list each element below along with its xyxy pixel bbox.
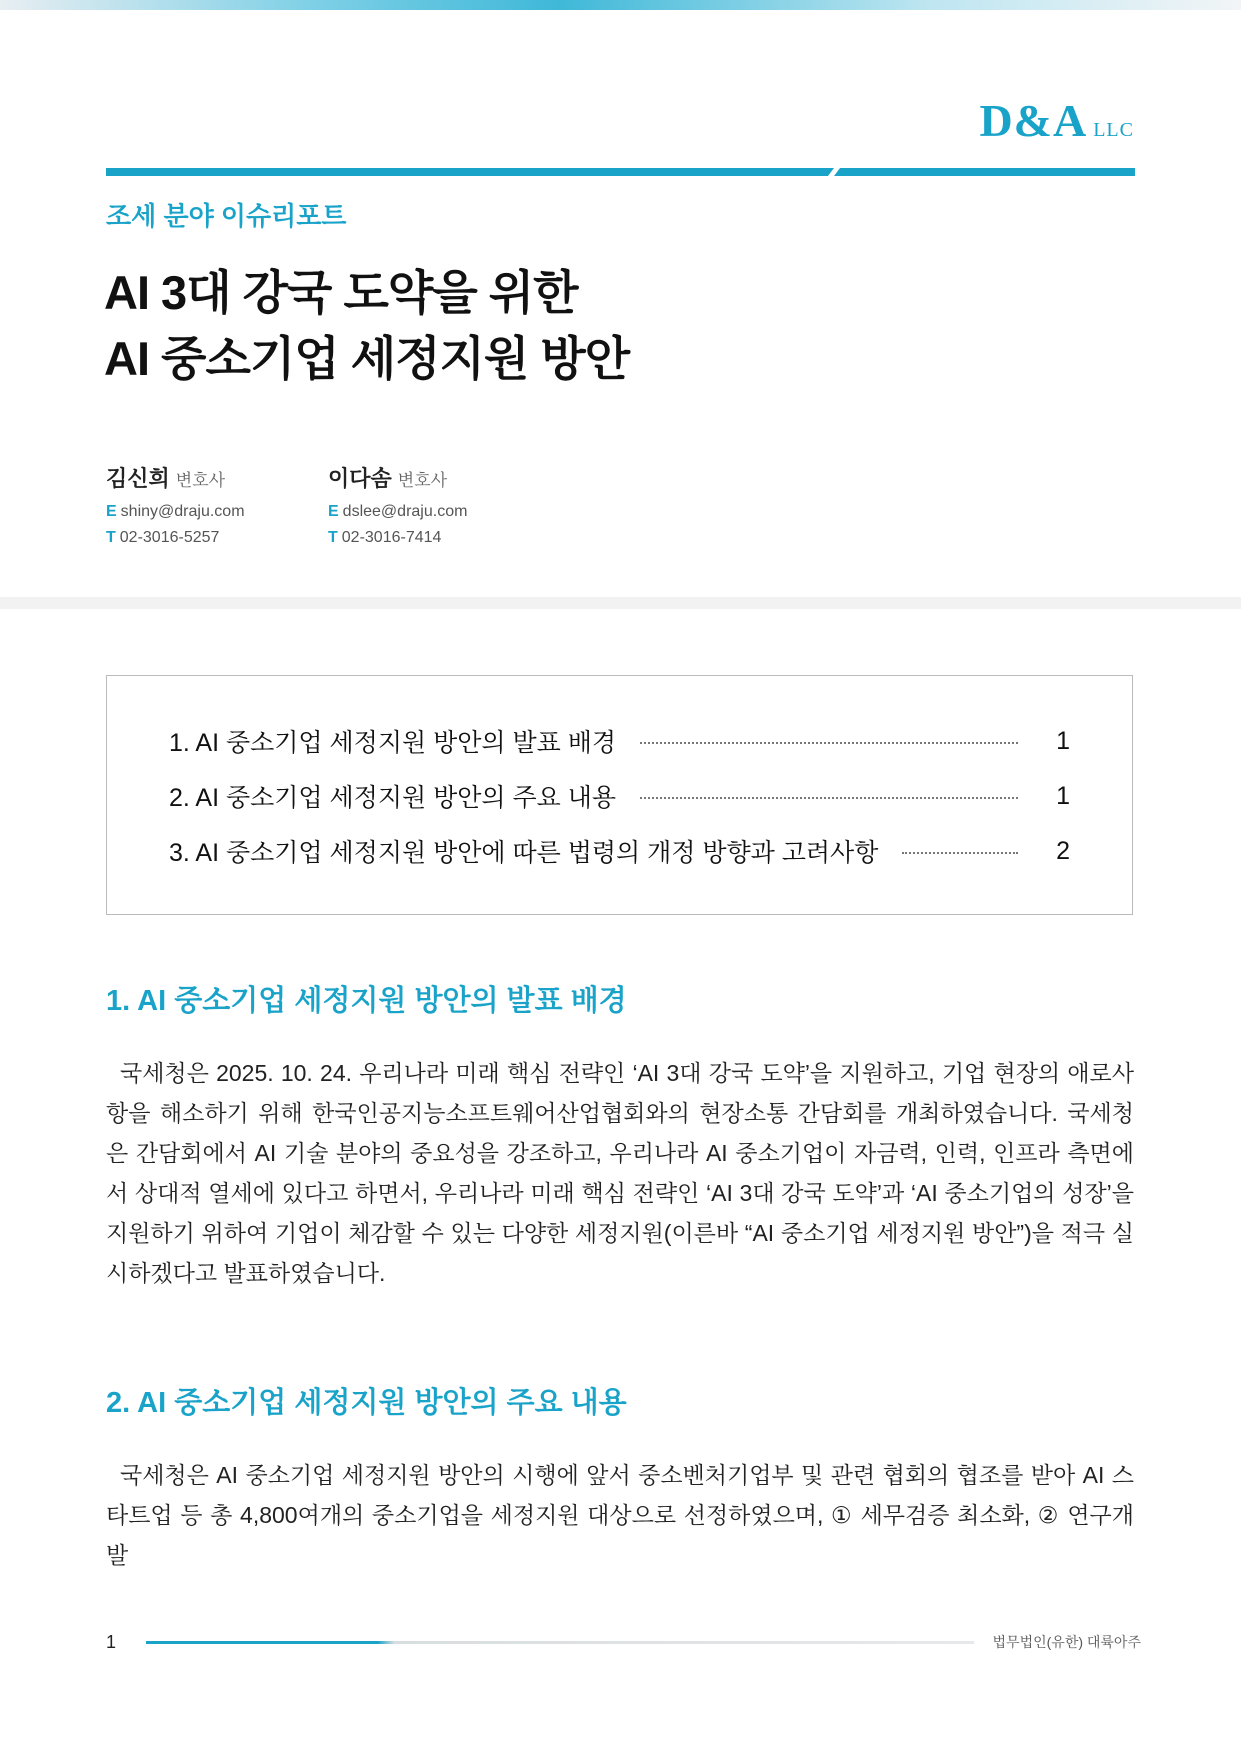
email-label: E bbox=[328, 503, 339, 520]
toc-item-page: 1 bbox=[1056, 726, 1070, 755]
tel-label: T bbox=[328, 529, 338, 546]
header-rule bbox=[106, 168, 1135, 176]
section-heading: 1. AI 중소기업 세정지원 방안의 발표 배경 bbox=[106, 985, 627, 1017]
toc-item-label: 1. AI 중소기업 세정지원 방안의 발표 배경 bbox=[169, 729, 617, 757]
logo-suffix: LLC bbox=[1093, 119, 1134, 141]
toc-leader-dots bbox=[640, 742, 1018, 744]
toc-item[interactable] bbox=[169, 831, 1070, 871]
toc-item-label: 3. AI 중소기업 세정지원 방안에 따른 법령의 개정 방향과 고려사항 bbox=[169, 839, 879, 867]
title-line-1: AI 3대 강국 도약을 위한 bbox=[104, 266, 578, 319]
brand-logo bbox=[979, 95, 1134, 146]
toc-item-label: 2. AI 중소기업 세정지원 방안의 주요 내용 bbox=[169, 784, 617, 812]
report-category: 조세 분야 이슈리포트 bbox=[106, 201, 347, 231]
tel-label: T bbox=[106, 529, 116, 546]
author-card bbox=[328, 462, 467, 545]
toc-item[interactable] bbox=[169, 776, 1070, 816]
toc-item-page: 2 bbox=[1056, 836, 1070, 865]
author-role: 변호사 bbox=[175, 471, 226, 490]
author-email[interactable]: shiny@draju.com bbox=[120, 503, 245, 520]
section-paragraph: 국세청은 AI 중소기업 세정지원 방안의 시행에 앞서 중소벤처기업부 및 관련 협회의 협조를 받아 AI 스타트업 등 총 4,800여개의 중소기업을 세정지원 대상으로 선정하였으며, ① 세무검증 최소화, ② 연구개발 bbox=[106, 1462, 1134, 1568]
author-role: 변호사 bbox=[397, 471, 448, 490]
author-card bbox=[106, 462, 245, 545]
email-label: E bbox=[106, 503, 117, 520]
author-tel: 02-3016-7414 bbox=[341, 529, 442, 546]
toc-leader-dots bbox=[902, 852, 1018, 854]
section-paragraph: 국세청은 2025. 10. 24. 우리나라 미래 핵심 전략인 ‘AI 3대 강국 도약’을 지원하고, 기업 현장의 애로사항을 해소하기 위해 한국인공지능소프트웨어산업협회와의 현장소통 간담회를 개최하였습니다. 국세청은 간담회에서 AI 기술 분야의 중요성을 강조하고, 우리나라 AI 중소기업이 자금력, 인력, 인프라 측면에서 상대적 열세에 있다고 하면서, 우리나라 미래 핵심 전략인 ‘AI 3대 강국 도약’과 ‘AI 중소기업의 성장’을 지원하기 위하여 기업이 체감할 수 있는 다양한 세정지원(이른바 “AI 중소기업 세정지원 방안”)을 적극 실시하겠다고 발표하였습니다. bbox=[106, 1060, 1134, 1286]
section-heading: 2. AI 중소기업 세정지원 방안의 주요 내용 bbox=[106, 1387, 627, 1419]
top-gradient-band bbox=[0, 0, 1241, 10]
firm-name: 법무법인(유한) 대륙아주 bbox=[992, 1634, 1141, 1650]
toc-item[interactable] bbox=[169, 721, 1070, 761]
table-of-contents bbox=[106, 675, 1133, 915]
page-title bbox=[104, 260, 629, 392]
author-email[interactable]: dslee@draju.com bbox=[342, 503, 468, 520]
author-name: 이다솜 bbox=[328, 466, 392, 491]
title-line-2: AI 중소기업 세정지원 방안 bbox=[104, 332, 630, 385]
logo-name: D&A bbox=[979, 95, 1088, 146]
toc-leader-dots bbox=[640, 797, 1018, 799]
author-name: 김신희 bbox=[106, 466, 170, 491]
footer-rule bbox=[146, 1641, 974, 1644]
page-number: 1 bbox=[106, 1632, 117, 1652]
author-tel: 02-3016-5257 bbox=[119, 529, 220, 546]
toc-item-page: 1 bbox=[1056, 781, 1070, 810]
section-divider-band bbox=[0, 597, 1241, 609]
